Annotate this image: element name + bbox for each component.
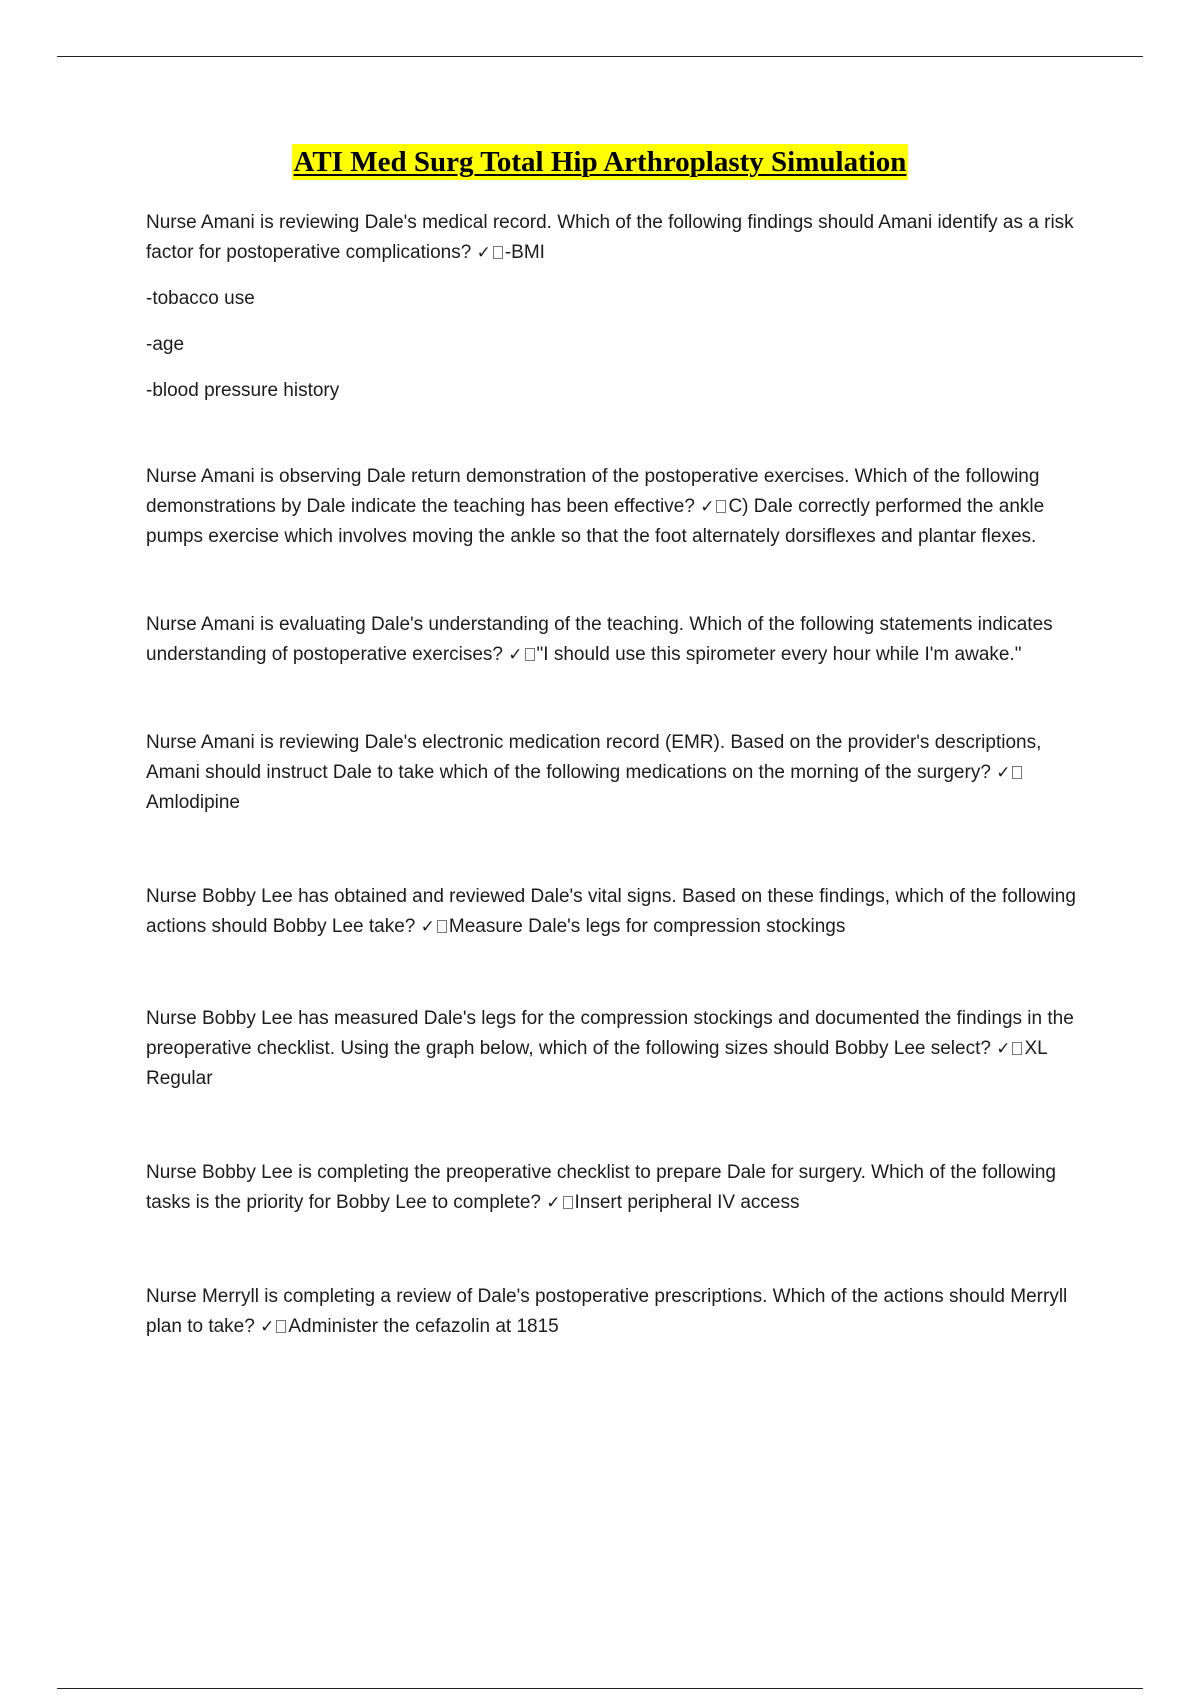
question-item [146,1004,1086,1094]
question-text: Nurse Amani is reviewing Dale's electronic medication record (EMR). Based on the provider's descriptions, Amani should instruct Dale to take which of the following medications on the morning of the surgery? [146,732,1042,783]
top-rule [57,56,1143,57]
answer-text: Administer the cefazolin at 1815 [288,1316,559,1337]
check-mark-icon: ✓ [260,1317,275,1337]
check-mark-icon: ✓ [476,243,491,263]
question-item [146,882,1086,942]
missing-glyph-icon [1012,1042,1022,1055]
missing-glyph-icon [1012,766,1022,779]
question-text: Nurse Bobby Lee has measured Dale's legs for the compression stockings and documented the findings in the preoperative checklist. Using the graph below, which of the following sizes should Bobby Lee select? [146,1008,1074,1059]
missing-glyph-icon [563,1196,573,1209]
check-mark-icon: ✓ [996,763,1011,783]
question-text: Nurse Bobby Lee is completing the preoperative checklist to prepare Dale for surgery. Which of the following tasks is the priority for Bobby Lee to complete? [146,1162,1056,1213]
check-mark-icon: ✓ [420,917,435,937]
check-mark-icon: ✓ [546,1193,561,1213]
answer-text: Amlodipine [146,792,240,813]
missing-glyph-icon [437,920,447,933]
question-item [146,1158,1086,1218]
bottom-rule [57,1688,1143,1689]
question-text: Nurse Bobby Lee has obtained and reviewed Dale's vital signs. Based on these findings, which of the following actions should Bobby Lee take? [146,886,1076,937]
question-item [146,610,1086,670]
question-item [146,462,1086,552]
answer-text: XL Regular [146,1038,1048,1089]
answer-continuation: -blood pressure history [146,380,340,401]
question-text: Nurse Amani is evaluating Dale's understanding of the teaching. Which of the following statements indicates understanding of postoperative exercises? [146,614,1053,665]
answer-text: -BMI [504,242,545,263]
missing-glyph-icon [493,246,503,259]
answer-continuation: -tobacco use [146,288,255,309]
answer-continuation: -age [146,334,185,355]
document-title: ATI Med Surg Total Hip Arthroplasty Simulation [293,146,907,178]
question-text: Nurse Amani is reviewing Dale's medical record. Which of the following findings should Amani identify as a risk factor for postoperative complications? [146,212,1074,263]
title-container [0,144,1200,180]
answer-text: Measure Dale's legs for compression stockings [448,916,846,937]
question-item [146,208,1086,268]
missing-glyph-icon [716,500,726,513]
answer-text: Insert peripheral IV access [574,1192,800,1213]
check-mark-icon: ✓ [996,1039,1011,1059]
question-item [146,1282,1086,1342]
answer-text: C) Dale correctly performed the ankle pumps exercise which involves moving the ankle so that the foot alternately dorsiflexes and plantar flexes. [146,496,1045,547]
check-mark-icon: ✓ [508,645,523,665]
document-body [146,208,1086,1342]
check-mark-icon: ✓ [700,497,715,517]
question-text: Nurse Merryll is completing a review of Dale's postoperative prescriptions. Which of the actions should Merryll plan to take? [146,1286,1068,1337]
question-text: Nurse Amani is observing Dale return demonstration of the postoperative exercises. Which of the following demonstrations by Dale indicate the teaching has been effective? [146,466,1040,517]
missing-glyph-icon [276,1320,286,1333]
answer-text: "I should use this spirometer every hour while I'm awake." [536,644,1022,665]
question-item [146,728,1086,818]
missing-glyph-icon [525,648,535,661]
